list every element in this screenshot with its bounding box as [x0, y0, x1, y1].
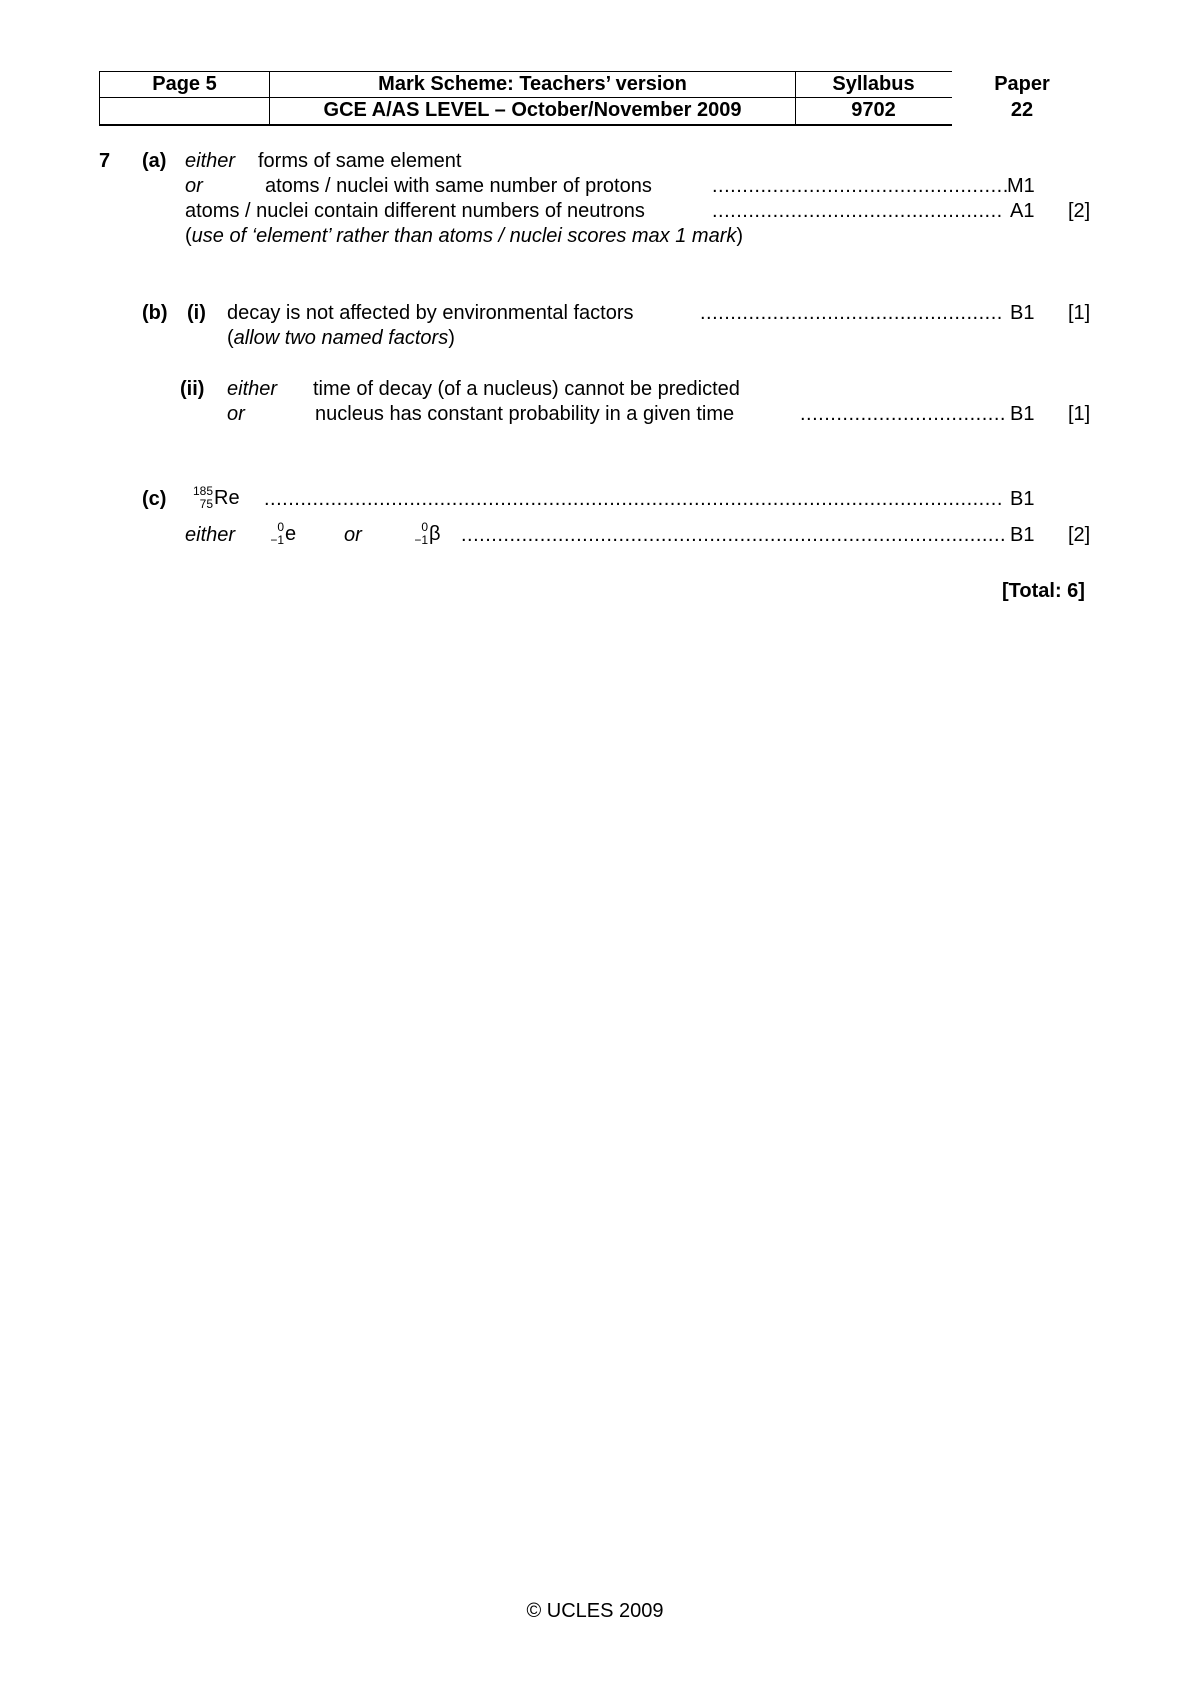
part-b-ii-label: (ii)	[180, 378, 205, 400]
syllabus-code: 9702	[851, 99, 896, 121]
part-b-i-dots	[700, 302, 1004, 325]
nuclide-atomic-number: 75	[199, 497, 213, 511]
beta-mass-number: 0	[421, 520, 428, 534]
part-b-label: (b)	[142, 302, 168, 324]
part-b-ii-either: either	[227, 378, 278, 400]
paper-number: 22	[1010, 99, 1034, 121]
note-open-paren: (	[227, 327, 234, 349]
part-b-i-label: (i)	[187, 302, 206, 324]
part-b-ii-dots	[800, 403, 1004, 426]
paper-label: Paper	[994, 73, 1050, 95]
part-c-dots-1	[264, 488, 1004, 511]
footer-copyright: © UCLES 2009	[526, 1600, 664, 1622]
part-b-ii-or-text: nucleus has constant probability in a given time	[315, 403, 735, 425]
part-a-total: [2]	[1068, 200, 1091, 222]
header-mid-border	[99, 97, 952, 98]
part-a-note	[185, 225, 743, 248]
part-a-dots-1	[712, 175, 1007, 198]
nuclide-symbol: Re	[214, 487, 240, 509]
part-b-ii-or: or	[227, 403, 245, 425]
part-b-i-note	[227, 327, 455, 350]
part-a-dots-2	[712, 200, 1004, 223]
document-subtitle: GCE A/AS LEVEL – October/November 2009	[323, 99, 742, 121]
header-top-border	[99, 71, 952, 72]
part-a-mark-1: M1	[1007, 175, 1035, 197]
part-a-line-2: atoms / nuclei contain different numbers of neutrons	[185, 200, 645, 222]
part-b-ii-mark: B1	[1010, 403, 1035, 425]
part-b-i-mark: B1	[1010, 302, 1035, 324]
rhenium-nuclide	[192, 484, 240, 511]
part-b-ii-total: [1]	[1068, 403, 1091, 425]
part-a-mark-2: A1	[1010, 200, 1035, 222]
part-c-label: (c)	[142, 488, 167, 510]
note-open-paren: (	[185, 225, 192, 247]
nuclide-mass-number: 185	[192, 484, 213, 498]
note-close-paren: )	[448, 327, 455, 349]
part-a-either-text: forms of same element	[258, 150, 462, 172]
part-a-or-text: atoms / nuclei with same number of protons	[265, 175, 652, 197]
part-b-ii-either-text: time of decay (of a nucleus) cannot be predicted	[313, 378, 740, 400]
part-a-note-text: use of ‘element’ rather than atoms / nuclei scores max 1 mark	[191, 225, 737, 247]
electron-letter: e	[285, 523, 297, 545]
part-c-total: [2]	[1068, 524, 1091, 546]
beta-letter: β	[429, 523, 441, 545]
question-number: 7	[99, 150, 111, 172]
part-c-either: either	[185, 524, 236, 546]
syllabus-label: Syllabus	[832, 73, 915, 95]
question-total: [Total: 6]	[1002, 580, 1085, 602]
part-b-i-total: [1]	[1068, 302, 1091, 324]
part-c-dots-2	[461, 524, 1004, 547]
part-b-i-note-text: allow two named factors	[233, 327, 449, 349]
part-a-or: or	[185, 175, 203, 197]
part-b-i-text: decay is not affected by environmental factors	[227, 302, 634, 324]
beta-symbol	[414, 520, 441, 547]
beta-charge: −1	[414, 533, 428, 547]
electron-symbol	[270, 520, 297, 547]
part-a-label: (a)	[142, 150, 167, 172]
header-bottom-border	[99, 124, 952, 126]
part-a-either: either	[185, 150, 236, 172]
note-close-paren: )	[736, 225, 744, 247]
part-c-or: or	[344, 524, 362, 546]
electron-charge: −1	[270, 533, 284, 547]
part-c-mark-1: B1	[1010, 488, 1035, 510]
part-c-mark-2: B1	[1010, 524, 1035, 546]
electron-mass-number: 0	[277, 520, 284, 534]
document-title: Mark Scheme: Teachers’ version	[378, 73, 687, 95]
page-number: Page 5	[152, 73, 217, 95]
